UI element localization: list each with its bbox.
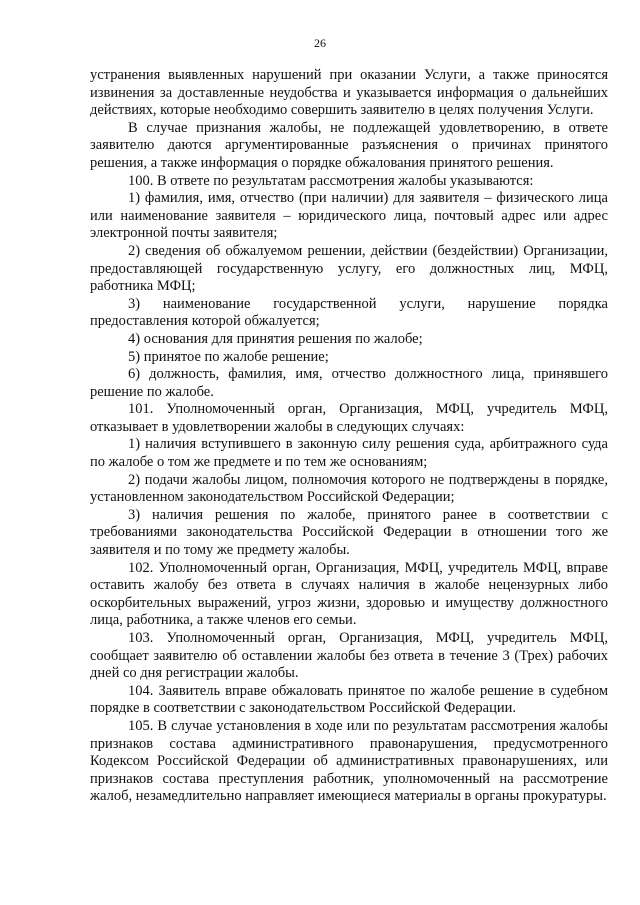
paragraph-101-item-3: 3) наличия решения по жалобе, принятого ранее в соответствии с требованиями законодательства Российской Федерации в отношении того же заявителя и по тому же предмету жалобы. xyxy=(90,506,608,559)
paragraph-101: 101. Уполномоченный орган, Организация, МФЦ, учредитель МФЦ, отказывает в удовлетворении жалобы в следующих случаях: xyxy=(90,401,608,435)
paragraph-101-item-2: 2) подачи жалобы лицом, полномочия которого не подтверждены в порядке, установленном законодательством Российской Федерации; xyxy=(90,471,608,506)
page-number: 26 xyxy=(314,36,326,50)
paragraph-100-item-2: 2) сведения об обжалуемом решении, действии (бездействии) Организации, предоставляющей государственную услугу, его должностных лиц, МФЦ, работника МФЦ; xyxy=(90,242,608,295)
paragraph-102: 102. Уполномоченный орган, Организация, МФЦ, учредитель МФЦ, вправе оставить жалобу без ответа в случаях наличия в жалобе нецензурных либо оскорбительных выражений, угроз жизни, здоровью и имуществу должностного лица, работника, а также членов его семьи. xyxy=(90,559,608,629)
paragraph-continuation: устранения выявленных нарушений при оказании Услуги, а также приносятся извинения за доставленные неудобства и указывается информация о дальнейших действиях, которые необходимо совершить заявителю в целях получения Услуги. xyxy=(90,67,608,119)
paragraph-100: 100. В ответе по результатам рассмотрения жалобы указываются: xyxy=(128,172,534,189)
paragraph-100-item-3: 3) наименование государственной услуги, нарушение порядка предоставления которой обжалуется; xyxy=(90,295,608,330)
paragraph-refusal-info: В случае признания жалобы, не подлежащей удовлетворению, в ответе заявителю даются аргументированные разъяснения о причинах принятого решения, а также информация о порядке обжалования принятого решения. xyxy=(90,119,608,171)
paragraph-105: 105. В случае установления в ходе или по результатам рассмотрения жалобы признаков состава административного правонарушения, предусмотренного Кодексом Российской Федерации об административных правонарушениях, или признаков состава преступления работник, уполномоченный на рассмотрение жалоб, незамедлительно направляет имеющиеся материалы в органы прокуратуры. xyxy=(90,717,608,805)
paragraph-101-item-1: 1) наличия вступившего в законную силу решения суда, арбитражного суда по жалобе о том же предмете и по тем же основаниям; xyxy=(90,436,608,471)
paragraph-100-item-5: 5) принятое по жалобе решение; xyxy=(128,348,329,365)
paragraph-100-item-1: 1) фамилия, имя, отчество (при наличии) для заявителя – физического лица или наименование заявителя – юридического лица, почтовый адрес или адрес электронной почты заявителя; xyxy=(90,190,608,242)
paragraph-100-item-6: 6) должность, фамилия, имя, отчество должностного лица, принявшего решение по жалобе. xyxy=(90,366,608,400)
paragraph-104: 104. Заявитель вправе обжаловать принятое по жалобе решение в судебном порядке в соответствии с законодательством Российской Федерации. xyxy=(90,682,608,717)
paragraph-100-item-4: 4) основания для принятия решения по жалобе; xyxy=(128,330,423,347)
document-body xyxy=(90,67,608,806)
paragraph-103: 103. Уполномоченный орган, Организация, МФЦ, учредитель МФЦ, сообщает заявителю об оставлении жалобы без ответа в течение 3 (Трех) рабочих дней со дня регистрации жалобы. xyxy=(90,630,608,682)
